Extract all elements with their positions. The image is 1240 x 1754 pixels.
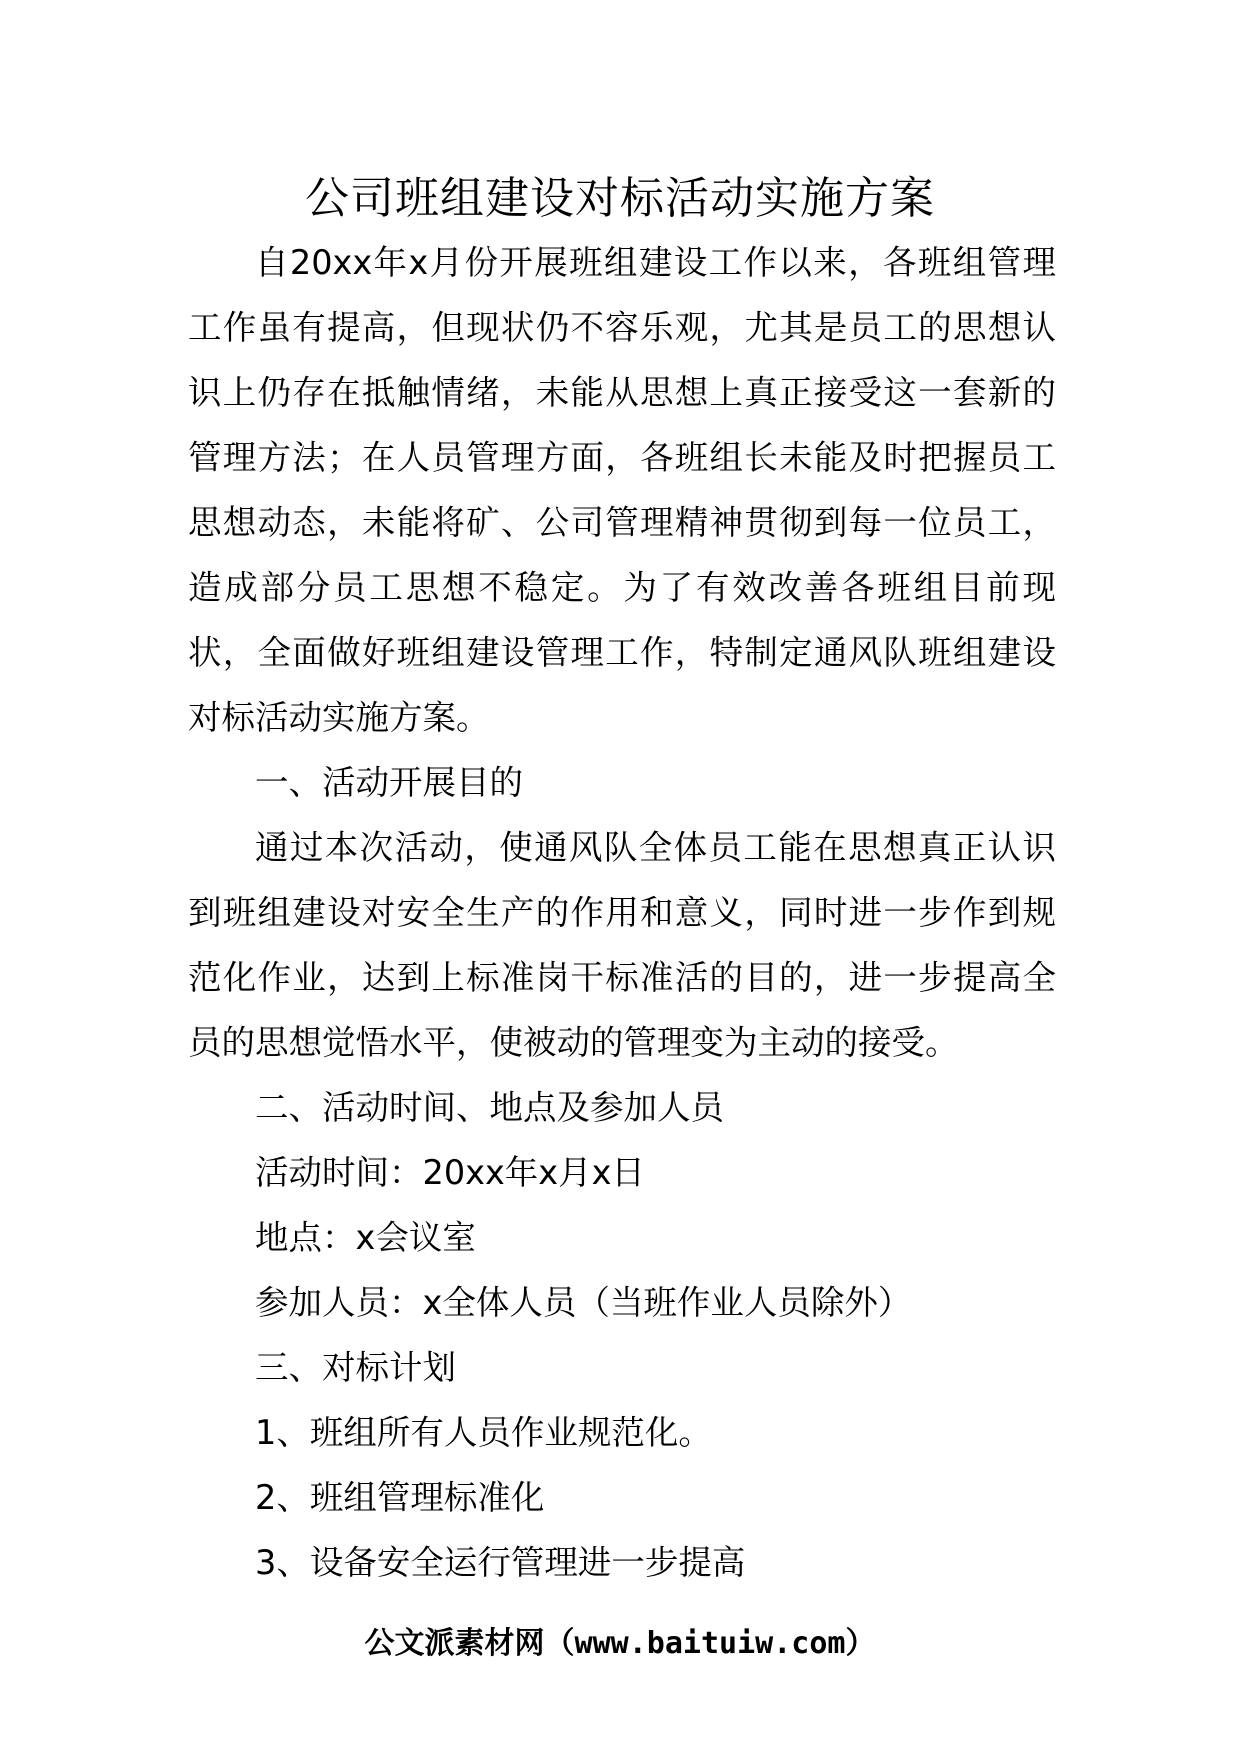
section-heading-time-place: 二、活动时间、地点及参加人员: [255, 1088, 724, 1127]
footer-site-name: 公文派素材网: [364, 1626, 545, 1661]
participants-line: 参加人员：x全体人员（当班作业人员除外）: [255, 1283, 912, 1322]
footer-site-url: （www.baituiw.com）: [544, 1626, 876, 1661]
plan-item-1: 1、班组所有人员作业规范化。: [255, 1413, 712, 1452]
document-title: 公司班组建设对标活动实施方案: [305, 173, 935, 224]
purpose-paragraph: 通过本次活动，使通风队全体员工能在思想真正认识到班组建设对安全生产的作用和意义，同时进一步作到规范化作业，达到上标准岗干标准活的目的，进一步提高全员的思想觉悟水平，使被动的管理变为主动的接受。: [188, 828, 1056, 1062]
plan-item-3: 3、设备安全运行管理进一步提高: [255, 1543, 746, 1582]
activity-time-line: 活动时间：20xx年x月x日: [255, 1153, 645, 1192]
section-heading-purpose: 一、活动开展目的: [255, 763, 523, 802]
footer-watermark: [0, 1622, 1240, 1666]
plan-item-2: 2、班组管理标准化: [255, 1478, 545, 1517]
location-line: 地点：x会议室: [255, 1218, 476, 1257]
section-heading-plan: 三、对标计划: [255, 1348, 456, 1387]
intro-paragraph: 自20xx年x月份开展班组建设工作以来，各班组管理工作虽有提高，但现状仍不容乐观，尤其是员工的思想认识上仍存在抵触情绪，未能从思想上真正接受这一套新的管理方法；在人员管理方面，各班组长未能及时把握员工思想动态，未能将矿、公司管理精神贯彻到每一位员工，造成部分员工思想不稳定。为了有效改善各班组目前现状，全面做好班组建设管理工作，特制定通风队班组建设对标活动实施方案。: [188, 243, 1056, 737]
document-body: [188, 230, 1056, 1595]
